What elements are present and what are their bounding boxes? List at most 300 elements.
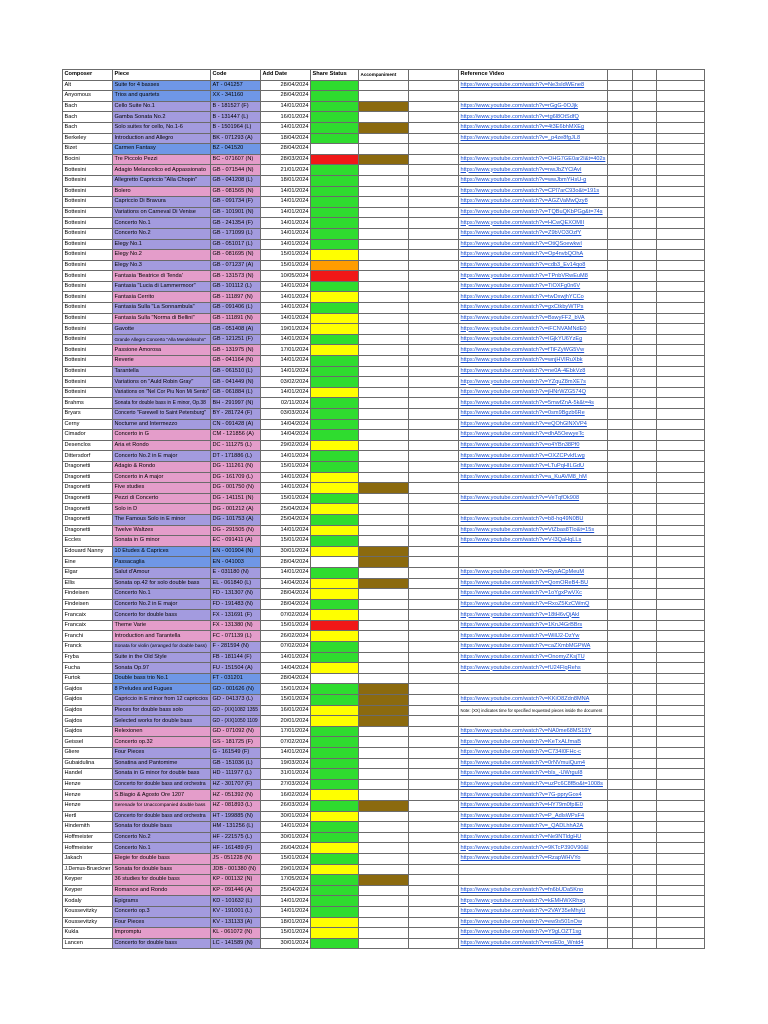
reference-video-link[interactable]: https://www.youtube.com/watch?v=TiOXFg0n6V (460, 283, 581, 290)
composer-cell: Hindemith (63, 822, 113, 833)
add-date-cell: 14/01/2024 (261, 906, 311, 917)
composer-cell: Gajdos (63, 716, 113, 727)
reference-video-link[interactable]: https://www.youtube.com/watch?v=cdb3_Ev14qo8 (460, 261, 586, 268)
share-status-cell (311, 885, 359, 896)
reference-video-link[interactable]: https://www.youtube.com/watch?v=iFCNVAMNdE0 (460, 325, 587, 332)
add-date-cell: 28/04/2024 (261, 144, 311, 155)
composer-cell: Bottesini (63, 387, 113, 398)
table-row (63, 398, 705, 409)
share-status-cell (311, 620, 359, 631)
empty-cell (657, 271, 705, 282)
composer-cell: Gajdos (63, 705, 113, 716)
reference-video-link[interactable]: https://www.youtube.com/watch?v=OnomyZKsjTU (460, 653, 585, 660)
accompaniment-cell (359, 260, 409, 271)
empty-cell (657, 843, 705, 854)
reference-video-cell (459, 790, 608, 801)
piece-cell: Gamba Sonata No.2 (113, 112, 211, 123)
empty-cell (608, 504, 633, 515)
empty-cell (633, 218, 657, 229)
accompaniment-cell (359, 292, 409, 303)
accompaniment-cell (359, 673, 409, 684)
empty-cell (409, 250, 459, 261)
table-row (63, 695, 705, 706)
share-status-cell (311, 599, 359, 610)
empty-cell (608, 483, 633, 494)
share-status-cell (311, 832, 359, 843)
add-date-cell: 14/04/2024 (261, 430, 311, 441)
reference-video-link[interactable]: https://www.youtube.com/watch?v=HCwQEXOMII (460, 219, 585, 226)
accompaniment-cell (359, 366, 409, 377)
reference-video-link[interactable]: https://www.youtube.com/watch?v=caZXmbMGPWA (460, 643, 591, 650)
piece-cell: Fantasia "Lucia di Lammermoor" (113, 281, 211, 292)
code-cell: GD - 001626 (N) (211, 684, 261, 695)
empty-cell (657, 864, 705, 875)
reference-video-link[interactable]: https://www.youtube.com/watch?v=2VAY35eMhyU (460, 908, 586, 915)
composer-cell: Bach (63, 122, 113, 133)
reference-video-cell (459, 461, 608, 472)
add-date-cell: 14/01/2024 (261, 525, 311, 536)
add-date-cell: 15/01/2024 (261, 620, 311, 631)
reference-video-cell (459, 652, 608, 663)
reference-video-link[interactable]: https://www.youtube.com/watch?v=5mwfZnA-5k&t=4s (460, 399, 594, 406)
reference-video-link[interactable]: https://www.youtube.com/watch?v=1KnJ4GrBBrs (460, 622, 583, 629)
add-date-cell: 31/01/2024 (261, 769, 311, 780)
reference-video-link[interactable]: https://www.youtube.com/watch?v=gxCtkbyWTPs (460, 304, 584, 311)
empty-cell (409, 514, 459, 525)
reference-video-link[interactable]: https://www.youtube.com/watch?v=kEMHWXRhsg (460, 897, 586, 904)
piece-cell: Sonatina and Pantomime (113, 758, 211, 769)
empty-cell (633, 197, 657, 208)
reference-video-link[interactable]: https://www.youtube.com/watch?v=RysACpMeuM (460, 569, 585, 576)
piece-cell: S.Biagio & Agosto Ore 1207 (113, 790, 211, 801)
accompaniment-cell (359, 811, 409, 822)
reference-video-cell (459, 695, 608, 706)
reference-video-link[interactable]: https://www.youtube.com/watch?v=7G-ppryGox4 (460, 791, 582, 798)
share-status-cell (311, 271, 359, 282)
empty-cell (409, 811, 459, 822)
add-date-cell: 14/01/2024 (261, 366, 311, 377)
composer-cell: Dragonetti (63, 472, 113, 483)
reference-video-link[interactable]: https://www.youtube.com/watch?v=LTuPqHILGdU (460, 463, 585, 470)
accompaniment-cell (359, 419, 409, 430)
table-row (63, 324, 705, 335)
code-cell: GB - 171099 (L) (211, 228, 261, 239)
reference-video-cell (459, 716, 608, 727)
reference-video-link[interactable]: https://www.youtube.com/watch?v=uzPc6C8fBo&t=1008s (460, 781, 603, 788)
empty-cell (633, 91, 657, 102)
composer-cell: Ellis (63, 578, 113, 589)
empty-cell (608, 197, 633, 208)
reference-video-link[interactable]: https://www.youtube.com/watch?v=VeTqfOk908 (460, 495, 580, 502)
reference-video-link[interactable]: https://www.youtube.com/watch?v=P_AdlsWPsF4 (460, 812, 585, 819)
empty-cell (608, 589, 633, 600)
empty-cell (657, 928, 705, 939)
reference-video-link[interactable]: https://www.youtube.com/watch?v=jHNrWZG574Q (460, 389, 586, 396)
empty-cell (608, 419, 633, 430)
reference-video-link[interactable]: https://www.youtube.com/watch?v=RzapWHVYo (460, 855, 581, 862)
reference-video-link[interactable]: https://www.youtube.com/watch?v=V-l3QaHqLLs (460, 537, 582, 544)
empty-cell (409, 620, 459, 631)
table-row (63, 451, 705, 462)
piece-cell: Sonata for double bass (113, 864, 211, 875)
reference-video-link[interactable]: https://www.youtube.com/watch?v=eQOhGlNXVP4 (460, 420, 587, 427)
reference-video-link[interactable]: https://www.youtube.com/watch?v=dhA5OewyeTc (460, 431, 585, 438)
empty-cell (633, 133, 657, 144)
reference-video-cell (459, 260, 608, 271)
reference-video-link[interactable]: https://www.youtube.com/watch?v=KKiO8Zdn8MNA (460, 696, 590, 703)
code-cell: GB - 041164 (N) (211, 356, 261, 367)
empty-cell (608, 313, 633, 324)
reference-video-link[interactable]: https://www.youtube.com/watch?v=noE0o_Wntd4 (460, 939, 584, 946)
add-date-cell: 18/01/2024 (261, 175, 311, 186)
empty-cell (409, 218, 459, 229)
empty-cell (633, 377, 657, 388)
reference-video-link[interactable]: https://www.youtube.com/watch?v=Ne9NTldgHU (460, 834, 582, 841)
reference-video-link[interactable]: https://www.youtube.com/watch?v=nwJbZYClAvI (460, 166, 582, 173)
piece-cell: Concerto for double bass (113, 938, 211, 949)
piece-cell: Capriccio Di Bravura (113, 197, 211, 208)
table-row (63, 387, 705, 398)
empty-cell (633, 493, 657, 504)
table-row (63, 726, 705, 737)
table-row (63, 536, 705, 547)
code-cell: FD - 131307 (N) (211, 589, 261, 600)
reference-video-link[interactable]: https://www.youtube.com/watch?v=rGgG-0OJjk (460, 103, 578, 110)
add-date-cell: 28/04/2024 (261, 673, 311, 684)
share-status-cell (311, 652, 359, 663)
reference-video-link[interactable]: https://www.youtube.com/watch?v=18tH6vQjAkI (460, 611, 580, 618)
empty-cell (409, 578, 459, 589)
empty-cell (608, 567, 633, 578)
reference-video-link[interactable]: https://www.youtube.com/watch?v=_QADLhhA2A (460, 823, 584, 830)
empty-cell (608, 620, 633, 631)
reference-video-link[interactable]: https://www.youtube.com/watch?v=wwJbmYHsU-g (460, 177, 587, 184)
reference-video-link[interactable]: https://www.youtube.com/watch?v=ew9s501nOw (460, 918, 582, 925)
composer-cell: Bach (63, 101, 113, 112)
code-cell: KD - 101632 (L) (211, 896, 261, 907)
reference-video-link[interactable]: https://www.youtube.com/watch?v=fU24FlqRehs (460, 664, 581, 671)
code-cell: GB - 071237 (A) (211, 260, 261, 271)
code-cell: HF - 161489 (F) (211, 843, 261, 854)
empty-cell (608, 695, 633, 706)
empty-cell (608, 398, 633, 409)
accompaniment-cell (359, 695, 409, 706)
empty-cell (633, 589, 657, 600)
accompaniment-cell (359, 345, 409, 356)
code-cell: HT - 199885 (N) (211, 811, 261, 822)
accompaniment-cell (359, 504, 409, 515)
empty-cell (657, 620, 705, 631)
reference-video-link[interactable]: https://www.youtube.com/watch?v=wnjHVIRuXbk (460, 357, 583, 364)
empty-cell (608, 737, 633, 748)
empty-cell (633, 165, 657, 176)
reference-video-link[interactable]: https://www.youtube.com/watch?v=ne0A-4EbkVz8 (460, 367, 586, 374)
empty-cell (657, 451, 705, 462)
accompaniment-cell (359, 917, 409, 928)
reference-video-cell (459, 822, 608, 833)
composer-cell: Bryars (63, 409, 113, 420)
composer-cell: Bottesini (63, 239, 113, 250)
empty-cell (608, 387, 633, 398)
piece-cell: Variations on "Nel Cor Piu Non Mi Sento" (113, 387, 211, 398)
reference-video-link[interactable]: https://www.youtube.com/watch?v=fTiFZyWG5Vw (460, 346, 585, 353)
code-cell: DG - 001212 (A) (211, 504, 261, 515)
code-cell: JS - 051228 (N) (211, 853, 261, 864)
empty-cell (409, 292, 459, 303)
code-cell: GB - 101901 (N) (211, 207, 261, 218)
code-cell: FT - 031201 (211, 673, 261, 684)
reference-video-link[interactable]: https://www.youtube.com/watch?v=BswyFF2_bVA (460, 314, 585, 321)
table-row (63, 80, 705, 91)
code-cell: GB - 081695 (N) (211, 250, 261, 261)
reference-video-cell (459, 377, 608, 388)
share-status-cell (311, 938, 359, 949)
piece-cell: Serenade for Unaccompanied double bass (113, 800, 211, 811)
composer-cell: Dragonetti (63, 514, 113, 525)
reference-video-link[interactable]: https://www.youtube.com/watch?v=bIs_-UWrguI8 (460, 770, 583, 777)
add-date-cell: 21/01/2024 (261, 165, 311, 176)
repertoire-spreadsheet (62, 69, 705, 949)
share-status-cell (311, 366, 359, 377)
empty-cell (633, 610, 657, 621)
reference-video-link[interactable]: https://www.youtube.com/watch?v=9KTcP390V90&l (460, 844, 589, 851)
table-row (63, 197, 705, 208)
empty-cell (608, 175, 633, 186)
empty-cell (657, 398, 705, 409)
accompaniment-cell (359, 790, 409, 801)
accompaniment-cell (359, 620, 409, 631)
accompaniment-cell (359, 631, 409, 642)
empty-cell (608, 642, 633, 653)
piece-cell: Solo in D (113, 504, 211, 515)
reference-video-link[interactable]: https://www.youtube.com/watch?v=OHG7GE0ar2I&t=402s (460, 156, 606, 163)
empty-cell (657, 133, 705, 144)
code-cell: FC - 071139 (L) (211, 631, 261, 642)
code-cell: GB - 131573 (N) (211, 271, 261, 282)
empty-cell (657, 610, 705, 621)
accompaniment-cell (359, 122, 409, 133)
composer-cell: Findeisen (63, 599, 113, 610)
reference-video-link[interactable]: https://www.youtube.com/watch?v=QomOReB4-BU (460, 579, 589, 586)
reference-video-link[interactable]: https://www.youtube.com/watch?v=b8-hq49N0BU (460, 516, 584, 523)
reference-video-header: Reference Video (459, 70, 608, 81)
reference-video-link[interactable]: https://www.youtube.com/watch?v=TPnbVRwEuM8 (460, 272, 588, 279)
reference-video-cell (459, 726, 608, 737)
empty-cell (608, 144, 633, 155)
reference-video-link[interactable]: https://www.youtube.com/watch?v=tg6l8OtSdfQ (460, 113, 579, 120)
composer-cell: Dragonetti (63, 483, 113, 494)
share-status-cell (311, 186, 359, 197)
table-row (63, 356, 705, 367)
reference-video-link[interactable]: https://www.youtube.com/watch?v=4t3E6bhMXEg (460, 124, 585, 131)
reference-video-link[interactable]: https://www.youtube.com/watch?v=a_KuAVM8_hM (460, 473, 587, 480)
add-date-cell: 30/01/2024 (261, 811, 311, 822)
piece-cell: Concerto for double bass and orchestra (113, 811, 211, 822)
share-status-cell (311, 483, 359, 494)
piece-cell: Passione Amorosa (113, 345, 211, 356)
composer-cell: Anyomous (63, 91, 113, 102)
table-row (63, 885, 705, 896)
add-date-cell: 15/01/2024 (261, 260, 311, 271)
share-status-cell (311, 419, 359, 430)
accompaniment-cell (359, 430, 409, 441)
table-row (63, 864, 705, 875)
table-row (63, 334, 705, 345)
reference-video-cell (459, 504, 608, 515)
table-row (63, 281, 705, 292)
add-date-cell: 15/01/2024 (261, 928, 311, 939)
piece-cell: Suite in the Old Style (113, 652, 211, 663)
reference-video-link[interactable]: https://www.youtube.com/watch?v=fn6bUDa5Kno (460, 887, 584, 894)
reference-video-link[interactable]: https://www.youtube.com/watch?v=AGZVaMwQzy8 (460, 198, 588, 205)
piece-cell: Sonata for double bass in E minor, Op.38 (113, 398, 211, 409)
reference-video-link[interactable]: https://www.youtube.com/watch?v=OXZCPvkfLwg (460, 452, 585, 459)
code-cell: AT - 041257 (211, 80, 261, 91)
accompaniment-cell (359, 483, 409, 494)
reference-video-link[interactable]: https://www.youtube.com/watch?v=Y9gLOZT1sg (460, 929, 582, 936)
reference-video-link[interactable]: https://www.youtube.com/watch?v=OtiQSoewkwI (460, 240, 582, 247)
reference-video-link[interactable]: https://www.youtube.com/watch?v=twDxwjhYCCo (460, 293, 584, 300)
reference-video-link[interactable]: https://www.youtube.com/watch?v=C734I0FHc-c (460, 749, 581, 756)
reference-video-cell (459, 281, 608, 292)
add-date-cell: 19/03/2024 (261, 758, 311, 769)
reference-video-link[interactable]: https://www.youtube.com/watch?v=TQBuQKbPGg&t=74s (460, 209, 603, 216)
add-date-cell: 14/01/2024 (261, 228, 311, 239)
reference-video-link[interactable]: https://www.youtube.com/watch?v=Ne3sIdWEne8 (460, 81, 585, 88)
reference-video-link[interactable]: https://www.youtube.com/watch?v=Z9bVO3OzfY (460, 230, 582, 237)
add-date-cell: 14/01/2024 (261, 186, 311, 197)
composer-cell: Bottesini (63, 175, 113, 186)
reference-video-link[interactable]: https://www.youtube.com/watch?v=NA0me68MS19Y (460, 728, 592, 735)
table-row (63, 409, 705, 420)
empty-cell (633, 779, 657, 790)
composer-cell: Bottesini (63, 218, 113, 229)
empty-cell (608, 430, 633, 441)
piece-cell: Impromptu (113, 928, 211, 939)
accompaniment-cell (359, 80, 409, 91)
share-status-cell (311, 303, 359, 314)
reference-video-link[interactable]: https://www.youtube.com/watch?v=Op4nvbQOhA (460, 251, 584, 258)
code-cell: KL - 061072 (N) (211, 928, 261, 939)
accompaniment-cell (359, 409, 409, 420)
accompaniment-cell (359, 938, 409, 949)
empty-cell (633, 652, 657, 663)
empty-cell (633, 716, 657, 727)
empty-cell (409, 716, 459, 727)
code-cell: DG - 101753 (A) (211, 514, 261, 525)
code-cell: GB - 081565 (N) (211, 186, 261, 197)
piece-cell: Sonata for violin (arranged for double bass) (113, 642, 211, 653)
table-row (63, 133, 705, 144)
share-status-cell (311, 101, 359, 112)
reference-video-link[interactable]: https://www.youtube.com/watch?v=YZquZ8mXE7s (460, 378, 586, 385)
reference-video-link[interactable]: https://www.youtube.com/watch?v=o4YBn38Pf0 (460, 442, 580, 449)
composer-cell: Bottesini (63, 303, 113, 314)
empty-cell (657, 716, 705, 727)
piece-cell: Elegy No.3 (113, 260, 211, 271)
code-cell: EN - 041003 (211, 557, 261, 568)
empty-cell (608, 663, 633, 674)
empty-cell (409, 472, 459, 483)
accompaniment-cell (359, 885, 409, 896)
empty-cell (657, 239, 705, 250)
empty-cell (608, 133, 633, 144)
reference-video-link[interactable]: https://www.youtube.com/watch?v=WillJ2-DzYw (460, 632, 580, 639)
empty-cell (409, 165, 459, 176)
accompaniment-cell (359, 334, 409, 345)
empty-cell (409, 631, 459, 642)
reference-video-link[interactable]: https://www.youtube.com/watch?v=_p4ze8fgJL8 (460, 134, 581, 141)
reference-video-link[interactable]: https://www.youtube.com/watch?v=0rNVmuiQum4 (460, 759, 586, 766)
add-date-cell: 17/01/2024 (261, 345, 311, 356)
reference-video-link[interactable]: https://www.youtube.com/watch?v=1oYgxPwVXc (460, 590, 582, 597)
reference-video-cell (459, 589, 608, 600)
add-date-cell: 14/01/2024 (261, 896, 311, 907)
empty-cell (657, 631, 705, 642)
code-cell: B - 131447 (L) (211, 112, 261, 123)
share-status-cell (311, 705, 359, 716)
empty-cell (608, 451, 633, 462)
reference-video-link[interactable]: https://www.youtube.com/watch?v=IGjkYU6YzEg (460, 336, 583, 343)
empty-cell (633, 663, 657, 674)
code-cell: GB - 121251 (F) (211, 334, 261, 345)
empty-cell (633, 281, 657, 292)
accompaniment-cell (359, 451, 409, 462)
piece-cell: Sonata in G minor for double bass (113, 769, 211, 780)
empty-cell (633, 642, 657, 653)
share-status-cell (311, 292, 359, 303)
reference-video-cell (459, 832, 608, 843)
composer-cell: Hertl (63, 811, 113, 822)
reference-video-cell (459, 843, 608, 854)
piece-cell: 36 studies for double bass (113, 875, 211, 886)
empty-cell (409, 610, 459, 621)
empty-cell (633, 356, 657, 367)
empty-cell (409, 599, 459, 610)
piece-cell: Pieces for double bass solo (113, 705, 211, 716)
empty-cell (409, 186, 459, 197)
add-date-cell: 16/01/2024 (261, 112, 311, 123)
code-cell: FU - 151504 (A) (211, 663, 261, 674)
reference-video-link[interactable]: https://www.youtube.com/watch?v=RxoZ5KzCWmQ (460, 600, 590, 607)
empty-cell (608, 493, 633, 504)
add-date-cell: 14/01/2024 (261, 281, 311, 292)
piece-cell: Bolero (113, 186, 211, 197)
empty-cell (633, 154, 657, 165)
piece-cell: Trios and quartets (113, 91, 211, 102)
reference-video-cell (459, 525, 608, 536)
empty-cell (657, 440, 705, 451)
reference-video-link[interactable]: https://www.youtube.com/watch?v=VtZbas8Tlo&t=15s (460, 526, 595, 533)
share-status-cell (311, 875, 359, 886)
code-cell: GB - 091734 (F) (211, 197, 261, 208)
accompaniment-cell (359, 472, 409, 483)
share-status-cell (311, 144, 359, 155)
table-row (63, 822, 705, 833)
empty-cell (633, 800, 657, 811)
empty-cell (633, 822, 657, 833)
reference-video-link[interactable]: https://www.youtube.com/watch?v=0sm9Bgzb6Re (460, 410, 585, 417)
table-row (63, 652, 705, 663)
reference-video-link[interactable]: https://www.youtube.com/watch?v=HY79m0fpIE0 (460, 802, 583, 809)
add-date-cell: 17/01/2024 (261, 726, 311, 737)
add-date-cell: 25/04/2024 (261, 514, 311, 525)
empty-cell (633, 271, 657, 282)
accompaniment-cell (359, 567, 409, 578)
reference-video-link[interactable]: https://www.youtube.com/watch?v=CPl7arC93o&t=191s (460, 187, 600, 194)
reference-video-link[interactable]: https://www.youtube.com/watch?v=KeTxALfmaB (460, 738, 581, 745)
empty-cell (608, 610, 633, 621)
